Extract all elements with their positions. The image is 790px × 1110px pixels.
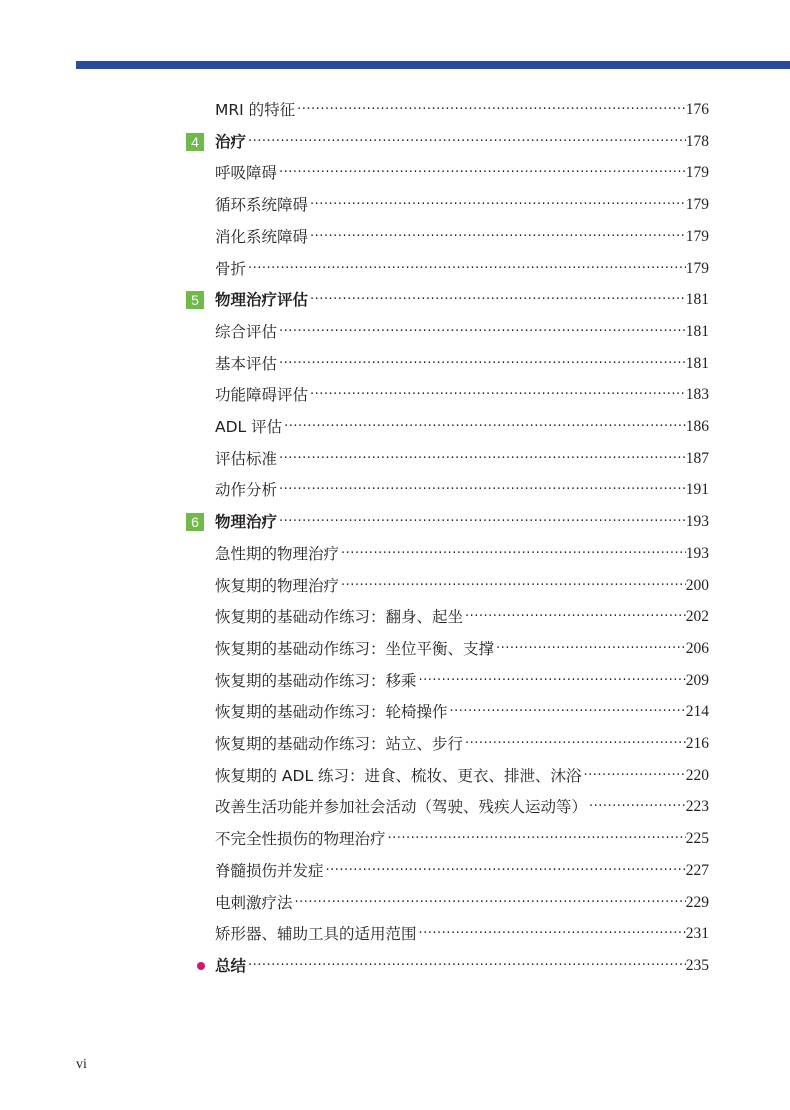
toc-entry-title: 恢复期的基础动作练习：坐位平衡、支撑	[215, 639, 495, 658]
toc-entry-title: 综合评估	[215, 322, 278, 341]
page-number: vi	[76, 1057, 87, 1072]
toc-entry-page: 235	[685, 956, 709, 974]
toc-entry[interactable]	[215, 538, 709, 570]
dot-leader	[277, 443, 686, 475]
toc-entry[interactable]	[215, 887, 709, 919]
toc-entry-title: 骨折	[215, 259, 247, 278]
toc-entry-title: 电刺激疗法	[215, 893, 293, 912]
toc-entry-title: 总结	[215, 956, 247, 975]
toc-entry[interactable]	[215, 791, 709, 823]
toc-entry-page: 227	[685, 861, 709, 879]
toc-entry[interactable]	[215, 601, 709, 633]
dot-leader	[277, 316, 686, 348]
toc-entry[interactable]	[215, 443, 709, 475]
toc-entry[interactable]	[215, 950, 709, 982]
toc-entry[interactable]	[215, 253, 709, 285]
section-number-badge: 5	[186, 291, 204, 309]
dot-leader	[282, 411, 686, 443]
toc-entry-page: 183	[685, 386, 709, 404]
bullet-dot-icon	[197, 962, 205, 970]
dot-leader	[417, 665, 686, 697]
dot-leader	[463, 601, 686, 633]
toc-entry-title: 恢复期的 ADL 练习：进食、梳妆、更衣、排泄、沐浴	[215, 766, 582, 785]
toc-entry[interactable]	[215, 665, 709, 697]
toc-entry-title: ADL 评估	[215, 418, 283, 436]
toc-entry-title: 恢复期的物理治疗	[215, 576, 340, 595]
dot-leader	[308, 221, 686, 253]
toc-entry-page: 191	[685, 481, 709, 499]
toc-entry-title: 恢复期的基础动作练习：翻身、起坐	[215, 608, 464, 627]
toc-entry[interactable]	[215, 760, 709, 792]
toc-entry-page: 229	[685, 893, 709, 911]
toc-entry-page: 225	[685, 830, 709, 848]
toc-entry-title: 不完全性损伤的物理治疗	[215, 830, 386, 849]
dot-leader	[295, 94, 686, 126]
header-accent-bar	[76, 61, 790, 69]
toc-entry-page: 206	[685, 639, 709, 657]
section-number-badge: 4	[186, 133, 204, 151]
dot-leader	[277, 506, 686, 538]
dot-leader	[308, 379, 686, 411]
toc-entry-title: 物理治疗	[215, 513, 278, 532]
toc-entry-page: 181	[685, 322, 709, 340]
toc-entry-page: 216	[685, 735, 709, 752]
toc-entry-title: 基本评估	[215, 354, 278, 373]
toc-entry-page: 193	[685, 513, 709, 531]
toc-entry-page: 179	[685, 164, 709, 182]
toc-entry-title: MRI 的特征	[215, 101, 296, 119]
toc-entry-page: 179	[685, 196, 709, 214]
toc-entry-page: 202	[685, 608, 709, 626]
toc-entry[interactable]	[215, 157, 709, 189]
dot-leader	[417, 918, 686, 950]
dot-leader	[246, 950, 686, 982]
toc-entry-page: 209	[685, 671, 709, 689]
toc-entry-page: 193	[685, 544, 709, 562]
toc-entry[interactable]	[215, 570, 709, 602]
toc-entry-page: 231	[685, 925, 709, 943]
toc-entry-title: 评估标准	[215, 449, 278, 468]
dot-leader	[582, 760, 686, 792]
toc-entry-page: 200	[685, 576, 709, 594]
toc-entry[interactable]	[215, 411, 709, 443]
toc-entry-title: 脊髓损伤并发症	[215, 861, 324, 880]
toc-entry-page: 214	[685, 703, 709, 721]
toc-entry-title: 治疗	[215, 132, 247, 151]
toc-entry[interactable]	[215, 728, 709, 760]
dot-leader	[463, 728, 686, 760]
dot-leader	[277, 157, 686, 189]
toc-entry[interactable]	[215, 506, 709, 538]
dot-leader	[277, 474, 686, 506]
toc-entry-page: 186	[685, 418, 709, 435]
toc-entry-title: 矫形器、辅助工具的适用范围	[215, 925, 417, 944]
dot-leader	[246, 126, 686, 158]
toc-entry-page: 181	[685, 291, 709, 309]
toc-entry-page: 176	[685, 101, 709, 118]
toc-entry-page: 223	[685, 798, 709, 816]
dot-leader	[246, 253, 686, 285]
dot-leader	[339, 538, 686, 570]
toc-entry-title: 呼吸障碍	[215, 164, 278, 183]
toc-entry[interactable]	[215, 189, 709, 221]
dot-leader	[448, 696, 686, 728]
dot-leader	[494, 633, 686, 665]
toc-entry[interactable]	[215, 221, 709, 253]
section-number-badge: 6	[186, 513, 204, 531]
dot-leader	[293, 887, 686, 919]
toc-entry[interactable]	[215, 348, 709, 380]
toc-entry-title: 恢复期的基础动作练习：移乘	[215, 671, 417, 690]
toc-entry-title: 循环系统障碍	[215, 196, 309, 215]
toc-entry-title: 改善生活功能并参加社会活动（驾驶、残疾人运动等）	[215, 798, 588, 817]
dot-leader	[386, 823, 686, 855]
toc-entry[interactable]	[215, 284, 709, 316]
toc-entry[interactable]	[215, 379, 709, 411]
toc-entry-page: 220	[685, 766, 709, 784]
toc-entry-title: 急性期的物理治疗	[215, 544, 340, 563]
toc-entry-title: 动作分析	[215, 481, 278, 500]
dot-leader	[324, 855, 686, 887]
toc-entry-page: 181	[685, 354, 709, 372]
toc-entry-title: 恢复期的基础动作练习：站立、步行	[215, 735, 464, 753]
toc-entry[interactable]	[215, 633, 709, 665]
dot-leader	[587, 791, 686, 823]
dot-leader	[308, 189, 686, 221]
toc-entry[interactable]	[215, 823, 709, 855]
toc-entry-page: 179	[685, 227, 709, 245]
toc-entry-title: 功能障碍评估	[215, 386, 309, 405]
toc-entry-title: 消化系统障碍	[215, 227, 309, 246]
toc-entry[interactable]	[215, 126, 709, 158]
toc-entry[interactable]	[215, 696, 709, 728]
toc-entry[interactable]	[215, 474, 709, 506]
toc-entry[interactable]	[215, 918, 709, 950]
dot-leader	[277, 348, 686, 380]
toc-entry-title: 恢复期的基础动作练习：轮椅操作	[215, 703, 448, 722]
toc-entry[interactable]	[215, 855, 709, 887]
toc-entry-page: 178	[685, 132, 709, 150]
toc-entry-page: 179	[685, 259, 709, 277]
toc-entry[interactable]	[215, 316, 709, 348]
toc-entry-page: 187	[685, 449, 709, 467]
toc-entry-title: 物理治疗评估	[215, 291, 309, 310]
toc-entry[interactable]	[215, 94, 709, 126]
dot-leader	[339, 570, 686, 602]
dot-leader	[308, 284, 686, 316]
